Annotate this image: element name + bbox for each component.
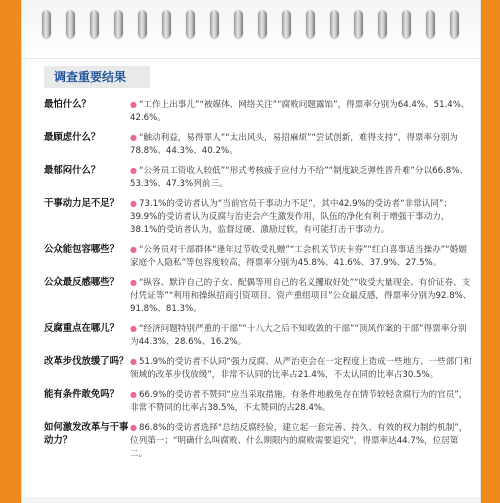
bullet-icon: ● <box>130 357 137 366</box>
binder-ring <box>330 10 339 38</box>
result-question: 最郁闷什么？ <box>44 165 101 176</box>
binder-ring <box>258 10 267 38</box>
result-answer: “经济问题特别严重的干部”“十八大之后不知收敛的干部”“顶风作案的干部”得票率分别为44.3%、28.6%、16.2%。 <box>130 324 467 347</box>
bullet-icon: ● <box>130 199 137 208</box>
result-answer: “公务员工资收入较低”“形式考核疲于应付力不给”“制度缺乏弹性晋升难”分以66.8%、53.3%、47.3%列前三。 <box>130 166 468 189</box>
result-question: 最怕什么？ <box>44 99 91 110</box>
binder-ring <box>234 10 243 38</box>
result-answer: “纵容、默许自己的子女、配偶等用自己的名义攫取好处”“收受大量现金、有价证券、支付凭证等”“利用和操纵招商引资项目、资产重组项目”公众最反感，得票率分别为92.8%、91.8%、81.3%。 <box>130 278 472 314</box>
bullet-icon: ● <box>130 278 137 287</box>
result-question: 反腐重点在哪儿？ <box>44 323 120 334</box>
binder-ring <box>42 10 51 38</box>
result-row <box>44 131 474 158</box>
binder-ring <box>354 10 363 38</box>
results-list <box>44 98 474 467</box>
page-bottom-edge <box>22 497 480 503</box>
binder-ring <box>450 10 459 38</box>
bullet-icon: ● <box>130 133 137 142</box>
result-answer: “公务员对干部群体“逢年过节收受礼赠”“工会机关节庆卡券”“红白喜事适当操办”“婚姻家庭个人隐私”等包容度较高，得票率分别为45.8%、41.6%、37.9%、27.5%。 <box>130 245 467 268</box>
result-answer: 86.8%的受访者选择“总结反腐经验，建立起一套完善、持久、有效的权力制约机制”，位列第一；“明确什么叫腐败、什么期限内的腐败需要追究”，得票率达44.7%，位居第二。 <box>130 423 468 459</box>
result-answer: “触动利益，易得罪人”“太出风头，易招麻烦”“尝试创新，难得支持”，得票率分别为78.8%、44.3%、40.2%。 <box>130 133 458 156</box>
bullet-icon: ● <box>130 423 137 432</box>
result-row <box>44 388 474 415</box>
binder-ring <box>306 10 315 38</box>
binder-ring <box>162 10 171 38</box>
result-row <box>44 322 474 349</box>
binder-ring <box>282 10 291 38</box>
result-answer: 73.1%的受访者认为“当前官员干事动力不足”，其中42.9%的受访者“非常认同”；39.9%的受访者认为反腐与治吏会产生激发作用，队伍的净化有利于增强干事动力，38.1%的受访者认为，监督过硬、激励过软，有可能打击干事动力。 <box>130 199 453 235</box>
result-question: 公众能包容哪些？ <box>44 244 120 255</box>
bullet-icon: ● <box>130 390 137 399</box>
binder-ring <box>114 10 123 38</box>
result-answer: 51.9%的受访者不认同“强力反腐、从严治吏会在一定程度上造成一些地方、一些部门和领域的改革步伐放缓”，非常不认同的比率占21.4%，不太认同的比率占30.5%。 <box>130 357 472 380</box>
section-title: 调查重要结果 <box>44 66 150 88</box>
result-row <box>44 164 474 191</box>
result-row <box>44 243 474 270</box>
binder-ring <box>378 10 387 38</box>
result-question: 公众最反感哪些？ <box>44 277 120 288</box>
result-row <box>44 276 474 316</box>
document-page <box>22 0 480 503</box>
binder-ring <box>426 10 435 38</box>
binder-strip <box>22 0 480 59</box>
result-row <box>44 355 474 382</box>
result-row <box>44 197 474 237</box>
binder-ring <box>402 10 411 38</box>
binder-ring <box>138 10 147 38</box>
result-question: 最顾虑什么？ <box>44 132 101 143</box>
result-question: 干事动力足不足？ <box>44 198 120 209</box>
result-answer: “工作上出事儿”“被媒体、网络关注”“腐败问题露馅”，得票率分别为64.4%、51.4%、42.6%。 <box>130 100 470 123</box>
result-question: 能有条件敢免吗？ <box>44 389 120 400</box>
bullet-icon: ● <box>130 324 137 333</box>
binder-ring <box>186 10 195 38</box>
binder-ring <box>90 10 99 38</box>
bullet-icon: ● <box>130 245 137 254</box>
bullet-icon: ● <box>130 100 137 109</box>
result-row <box>44 421 474 461</box>
result-question: 如何激发改革与干事动力？ <box>44 422 129 446</box>
bullet-icon: ● <box>130 166 137 175</box>
binder-ring <box>210 10 219 38</box>
result-row <box>44 98 474 125</box>
result-answer: 66.9%的受访者不赞同“应当采取措施，有条件地赦免存在情节较轻贪腐行为的官员”，非常不赞同的比率占38.5%，不太赞同的占28.4%。 <box>130 390 468 413</box>
binder-ring <box>66 10 75 38</box>
result-question: 改革步伐放缓了吗？ <box>44 356 129 367</box>
